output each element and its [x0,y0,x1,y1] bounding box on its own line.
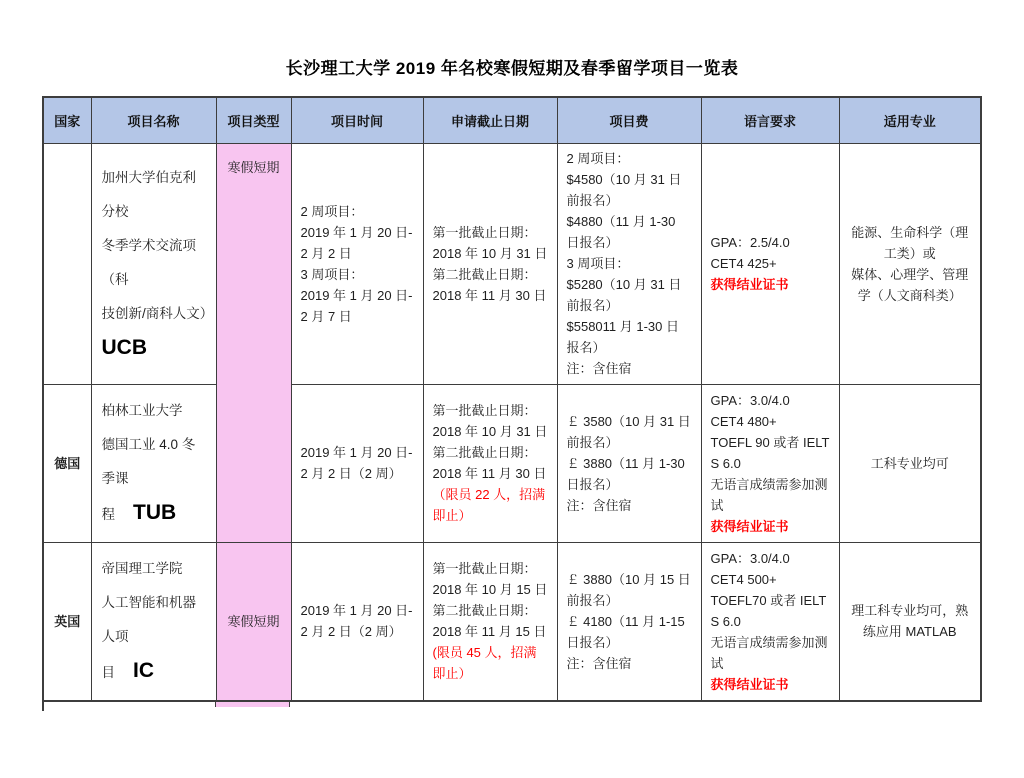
fee-cell [557,542,701,701]
language-cell [701,542,839,701]
table-row-ic [43,542,981,701]
program-type-cell [216,143,291,542]
program-type-label: 寒假短期 [227,613,280,629]
fee-line: 注：含住宿 [566,655,632,671]
program-name-line: 柏林工业大学 [101,403,183,418]
deadline-line: 2018 年 11 月 15 日 [432,624,547,639]
program-name-tail: 程 [101,507,115,522]
time-line: 2019 年 1 月 20 日-2 月 2 日（2 周） [300,445,413,481]
program-time-cell [291,542,423,701]
program-time-cell [291,384,423,542]
col-header-country: 国家 [43,97,91,143]
program-name-tail: 目 [101,665,115,680]
document-page [0,54,1024,702]
col-header-name: 项目名称 [91,97,216,143]
fee-line: $5280（10 月 31 日前报名） [566,276,682,313]
table-continuation-type-column [215,702,290,707]
program-name-line [102,331,207,367]
program-name-line: 加州大学伯克利分校 [101,169,196,219]
program-code: TUB [133,501,177,524]
majors-line: 工科专业均可 [870,455,949,471]
program-name-line [102,654,207,690]
program-code: UCB [101,335,147,359]
deadline-line: 2018 年 11 月 30 日 [432,287,547,303]
deadline-line: 2018 年 10 月 15 日 [432,582,548,597]
quota-note: (限员 45 人，招满即止） [432,645,537,681]
fee-line: 2 周项目： [566,150,630,166]
fee-line: ￡ 3580（10 月 31 日前报名） [566,413,691,450]
language-cell [701,143,839,384]
fee-cell [557,384,701,542]
table-continuation-left-border [42,702,44,711]
fee-line: 3 周项目： [566,255,630,271]
fee-line: $4580（10 月 31 日前报名） [566,171,682,208]
language-line: TOEFL70 或者 IELTS 6.0 [710,592,827,629]
language-line: 无语言成绩需参加测试 [710,476,828,513]
language-line: CET4 480+ [710,413,777,429]
program-name-line: 德国工业 4.0 冬季课 [101,437,196,486]
time-line: 2019 年 1 月 20 日-2 月 2 日（2 周） [300,603,413,639]
col-header-deadline: 申请截止日期 [423,97,557,143]
fee-line: ￡ 4180（11 月 1-15 日报名） [566,613,685,650]
fee-line: 注：含住宿 [566,360,632,376]
program-type-label: 寒假短期 [227,159,280,175]
programs-table [42,96,982,702]
table-row-ucb [43,143,981,384]
deadline-line: 第一批截止日期： [432,403,537,418]
language-line: TOEFL 90 或者 IELTS 6.0 [710,434,830,471]
time-line: 3 周项目： [300,266,364,282]
certificate-note: 获得结业证书 [710,676,789,692]
language-line: GPA：3.0/4.0 [710,550,790,566]
majors-line: 能源、生命科学（理工类）或 [851,224,969,261]
program-name-line: 帝国理工学院 [101,561,183,576]
language-line: CET4 500+ [710,571,777,587]
fee-line: ￡ 3880（10 月 15 日前报名） [566,571,691,608]
page-title: 长沙理工大学 2019 年名校寒假短期及春季留学项目一览表 [285,59,739,78]
deadline-line: 2018 年 10 月 31 日 [432,424,548,439]
program-name-cell [91,384,216,542]
certificate-note: 获得结业证书 [710,518,789,534]
majors-line: 媒体、心理学、管理学（人文商科类） [851,266,969,303]
col-header-type: 项目类型 [216,97,291,143]
language-line: 无语言成绩需参加测试 [710,634,828,671]
majors-cell [839,542,981,701]
language-line: GPA：3.0/4.0 [710,392,790,408]
language-line: GPA：2.5/4.0 [710,235,790,250]
program-name-cell [91,542,216,701]
col-header-fee: 项目费 [557,97,701,143]
programs-table-wrap [42,96,980,702]
time-line: 2019 年 1 月 20 日-2 月 7 日 [300,287,413,324]
program-name-line: 技创新/商科人文） [101,305,214,321]
country-cell: 英国 [43,542,91,701]
deadline-cell [423,384,557,542]
program-name-line: 冬季学术交流项（科 [101,237,196,287]
time-line: 2019 年 1 月 20 日-2 月 2 日 [300,224,413,261]
col-header-majors: 适用专业 [839,97,981,143]
country-cell: 德国 [43,384,91,542]
deadline-cell [423,542,557,701]
country-cell [43,143,91,384]
fee-line: ￡ 3880（11 月 1-30 日报名） [566,455,685,492]
program-name-line [102,496,207,532]
program-time-cell [291,143,423,384]
col-header-language: 语言要求 [701,97,839,143]
language-cell [701,384,839,542]
deadline-line: 第一批截止日期： [432,561,537,576]
program-name-line: 人工智能和机器人项 [101,595,196,644]
fee-cell [557,143,701,384]
deadline-line: 2018 年 11 月 30 日 [432,466,547,481]
time-line: 2 周项目： [300,203,364,219]
program-type-cell [216,542,291,701]
majors-cell [839,143,981,384]
deadline-cell [423,143,557,384]
quota-note: （限员 22 人，招满即止） [432,487,546,523]
deadline-line: 2018 年 10 月 31 日 [432,245,548,261]
table-row-tub [43,384,981,542]
program-code: IC [133,659,154,682]
deadline-line: 第二批截止日期： [432,603,537,618]
col-header-time: 项目时间 [291,97,423,143]
program-name-cell [91,143,216,384]
majors-cell [839,384,981,542]
deadline-line: 第二批截止日期： [432,445,537,460]
fee-line: $4880（11 月 1-30 日报名） [566,213,676,250]
certificate-note: 获得结业证书 [710,277,789,292]
fee-line: $558011 月 1-30 日报名） [566,318,679,355]
header-row [43,97,981,143]
fee-line: 注：含住宿 [566,497,632,513]
majors-line: 理工科专业均可，熟练应用 MATLAB [851,603,969,639]
deadline-line: 第一批截止日期： [432,224,537,240]
language-line: CET4 425+ [710,256,777,271]
deadline-line: 第二批截止日期： [432,266,537,282]
